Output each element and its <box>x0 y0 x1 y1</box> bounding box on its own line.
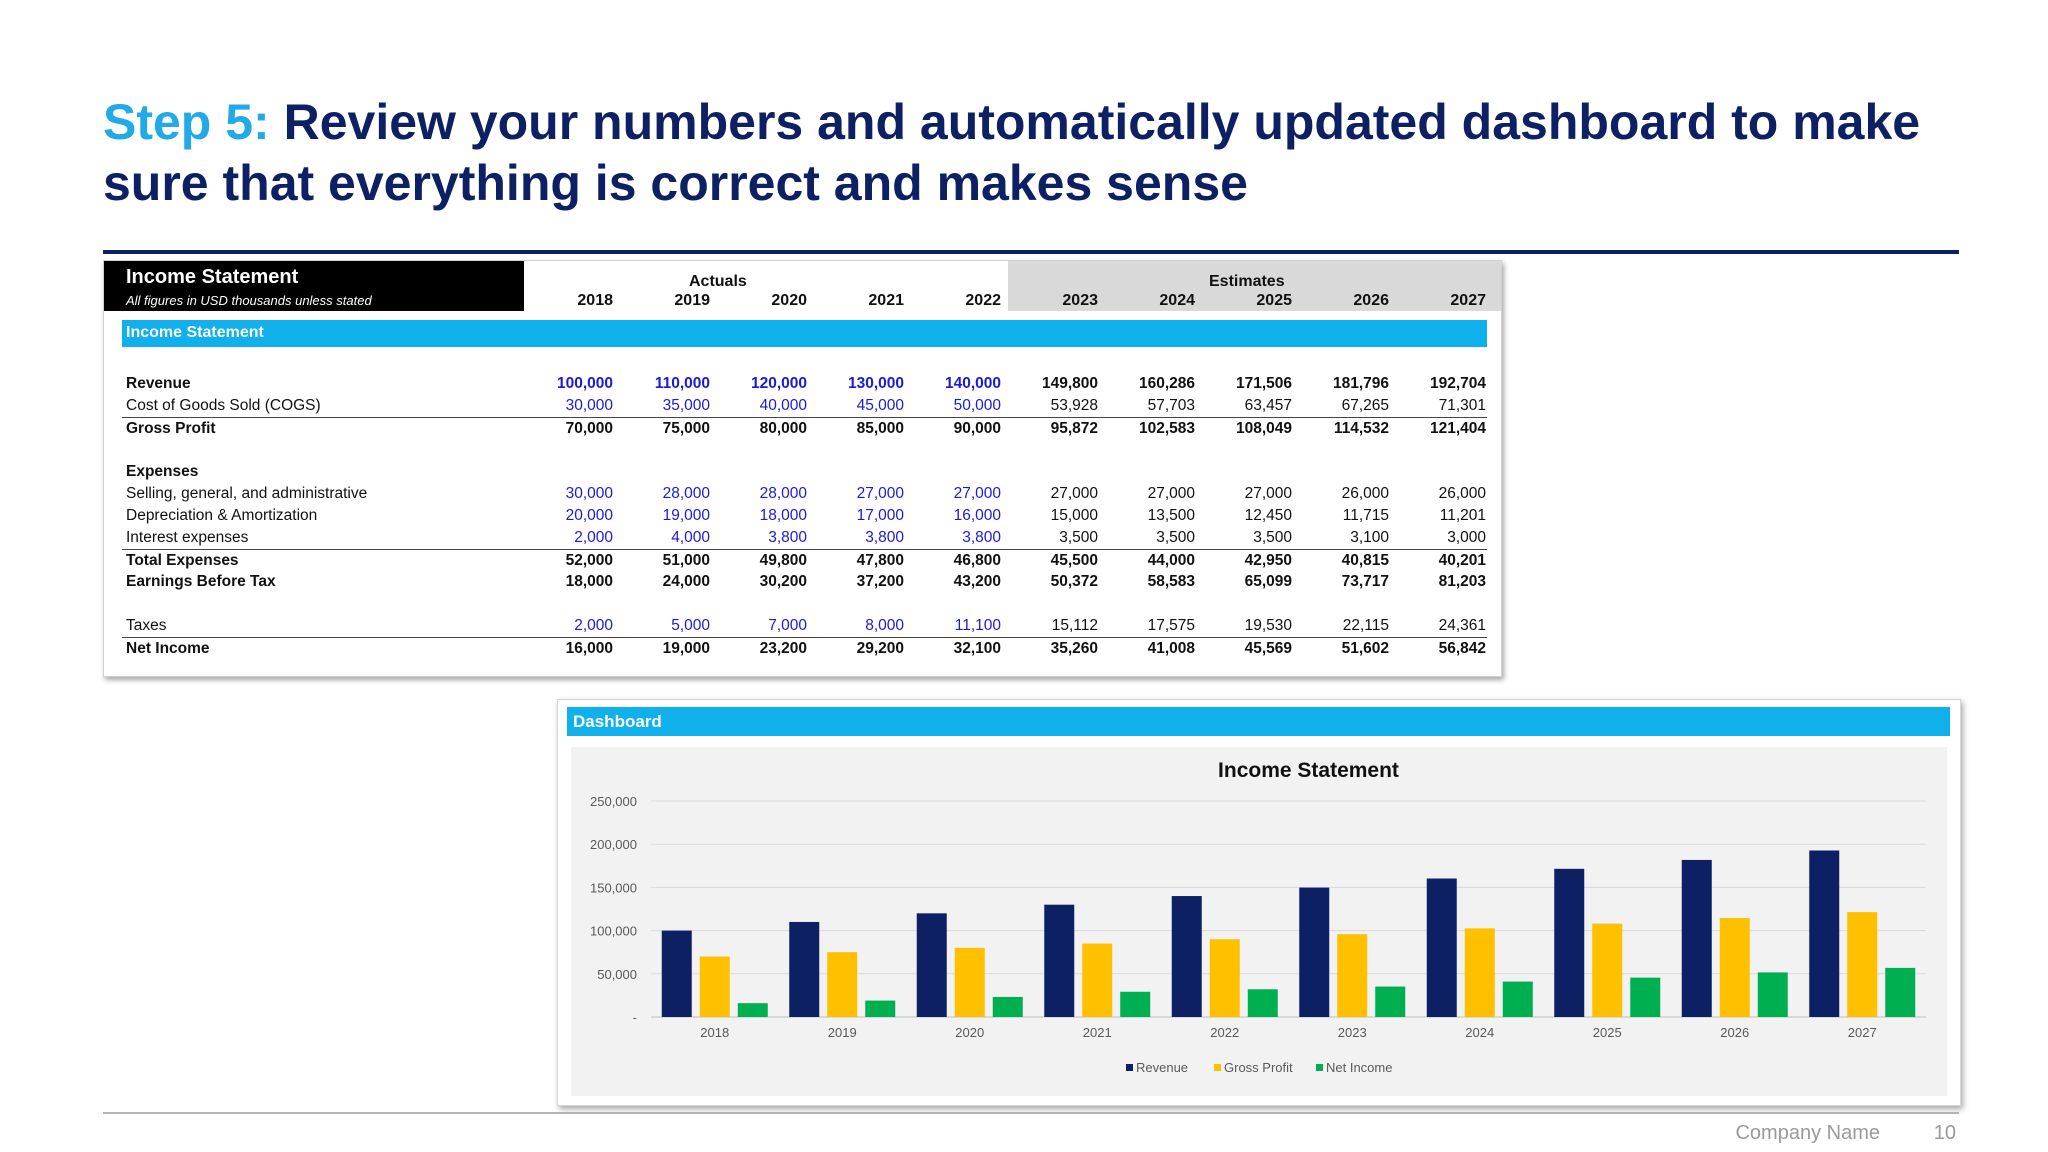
x-tick-label: 2026 <box>1720 1025 1750 1040</box>
bar-net-income <box>738 1003 768 1017</box>
table-cell: 90,000 <box>953 420 1001 437</box>
bar-net-income <box>1630 978 1660 1017</box>
table-cell: 27,000 <box>856 485 904 502</box>
table-cell: 35,000 <box>662 397 710 414</box>
table-cell: 2,000 <box>574 617 613 634</box>
table-cell: 12,450 <box>1244 507 1292 524</box>
y-tick-label: - <box>632 1010 637 1025</box>
table-cell: 171,506 <box>1235 375 1292 392</box>
legend-label: Gross Profit <box>1224 1060 1293 1075</box>
bar-gross-profit <box>1720 918 1750 1017</box>
title-text: Review your numbers and automatically updated dashboard to make sure that everything is correct and makes sense <box>103 94 1921 211</box>
table-cell: 35,260 <box>1050 640 1098 657</box>
table-cell: 30,000 <box>565 397 613 414</box>
table-cell: 5,000 <box>671 617 710 634</box>
table-cell: 114,532 <box>1333 420 1389 437</box>
table-cell: 16,000 <box>565 640 613 657</box>
step-label: Step 5: <box>103 94 270 150</box>
bar-revenue <box>789 922 819 1017</box>
table-cell: 7,000 <box>768 617 807 634</box>
year-header: 2019 <box>674 292 710 309</box>
x-tick-label: 2019 <box>827 1025 857 1040</box>
x-tick-label: 2020 <box>955 1025 985 1040</box>
table-cell: 102,583 <box>1138 420 1195 437</box>
income-statement-chart <box>571 747 1947 1096</box>
table-cell: 57,703 <box>1147 397 1195 414</box>
bar-gross-profit <box>700 957 730 1017</box>
title-divider <box>103 250 1959 254</box>
table-cell: 73,717 <box>1341 573 1389 590</box>
table-cell: 181,796 <box>1332 375 1389 392</box>
table-cell: 19,000 <box>662 507 710 524</box>
table-cell: 100,000 <box>556 375 613 392</box>
table-row <box>122 527 1487 549</box>
table-cell: 30,200 <box>759 573 807 590</box>
table-cell: 50,000 <box>953 397 1001 414</box>
year-header: 2027 <box>1450 292 1486 309</box>
table-cell: 15,000 <box>1050 507 1098 524</box>
table-cell: 2,000 <box>574 529 613 546</box>
bar-net-income <box>865 1001 895 1017</box>
table-cell: 28,000 <box>759 485 807 502</box>
table-cell: 3,500 <box>1059 529 1098 546</box>
dashboard-band <box>567 707 1950 736</box>
bar-net-income <box>1248 989 1278 1017</box>
table-cell: 121,404 <box>1429 420 1486 437</box>
table-cell: 44,000 <box>1147 552 1195 569</box>
table-cell: 51,000 <box>662 552 710 569</box>
row-label: Gross Profit <box>126 420 216 437</box>
table-cell: 17,575 <box>1147 617 1195 634</box>
year-header: 2023 <box>1062 292 1098 309</box>
row-label: Total Expenses <box>126 552 239 569</box>
bar-net-income <box>1758 972 1788 1017</box>
bar-revenue <box>1682 860 1712 1017</box>
table-cell: 130,000 <box>847 375 904 392</box>
table-cell: 3,500 <box>1156 529 1195 546</box>
table-cell: 58,583 <box>1147 573 1195 590</box>
estimates-label: Estimates <box>1209 273 1285 290</box>
bar-gross-profit <box>955 948 985 1017</box>
table-cell: 27,000 <box>1147 485 1195 502</box>
table-row <box>122 417 1487 440</box>
table-cell: 52,000 <box>565 552 613 569</box>
year-header: 2026 <box>1353 292 1389 309</box>
table-cell: 3,100 <box>1350 529 1389 546</box>
table-cell: 160,286 <box>1138 375 1195 392</box>
table-cell: 80,000 <box>759 420 807 437</box>
table-row <box>122 373 1487 395</box>
table-row <box>122 505 1487 527</box>
table-row <box>122 637 1487 660</box>
footer-divider <box>103 1112 1959 1114</box>
bar-net-income <box>1503 982 1533 1017</box>
table-cell: 18,000 <box>565 573 613 590</box>
table-cell: 192,704 <box>1429 375 1486 392</box>
section-band-label: Income Statement <box>126 324 264 341</box>
row-label: Taxes <box>126 617 167 634</box>
row-label: Depreciation & Amortization <box>126 507 318 524</box>
table-cell: 26,000 <box>1438 485 1486 502</box>
legend-label: Net Income <box>1326 1060 1393 1075</box>
bar-revenue <box>1427 879 1457 1017</box>
bar-revenue <box>662 931 692 1017</box>
table-cell: 11,201 <box>1439 507 1486 524</box>
table-cell: 47,800 <box>856 552 904 569</box>
x-tick-label: 2024 <box>1465 1025 1495 1040</box>
table-cell: 67,265 <box>1341 397 1389 414</box>
year-header: 2018 <box>577 292 613 309</box>
bar-net-income <box>1375 987 1405 1017</box>
table-cell: 95,872 <box>1050 420 1098 437</box>
table-row <box>122 615 1487 637</box>
table-cell: 27,000 <box>953 485 1001 502</box>
table-cell: 49,800 <box>759 552 807 569</box>
table-cell: 15,112 <box>1051 617 1098 634</box>
table-cell: 63,457 <box>1244 397 1292 414</box>
bar-gross-profit <box>1592 924 1622 1017</box>
table-cell: 30,000 <box>565 485 613 502</box>
legend-swatch <box>1126 1064 1133 1071</box>
bar-gross-profit <box>1847 912 1877 1017</box>
x-tick-label: 2021 <box>1082 1025 1112 1040</box>
page-number: 10 <box>1933 1122 1956 1144</box>
row-label: Revenue <box>126 375 191 392</box>
table-cell: 37,200 <box>856 573 904 590</box>
table-cell: 108,049 <box>1235 420 1292 437</box>
table-cell: 26,000 <box>1341 485 1389 502</box>
bar-gross-profit <box>1337 934 1367 1017</box>
bar-net-income <box>993 997 1023 1017</box>
actuals-label: Actuals <box>689 273 747 290</box>
table-cell: 24,000 <box>662 573 710 590</box>
table-cell: 18,000 <box>759 507 807 524</box>
table-cell: 20,000 <box>565 507 613 524</box>
row-label: Net Income <box>126 640 210 657</box>
table-cell: 40,000 <box>759 397 807 414</box>
table-row <box>122 461 1487 483</box>
year-header: 2021 <box>868 292 904 309</box>
table-cell: 17,000 <box>856 507 904 524</box>
income-statement-header <box>104 261 524 311</box>
table-cell: 149,800 <box>1041 375 1098 392</box>
income-statement-title: Income Statement <box>126 266 299 288</box>
table-cell: 22,115 <box>1342 617 1389 634</box>
row-label: Expenses <box>126 463 199 480</box>
table-cell: 75,000 <box>662 420 710 437</box>
bar-revenue <box>1044 905 1074 1017</box>
table-cell: 4,000 <box>671 529 710 546</box>
table-cell: 28,000 <box>662 485 710 502</box>
table-row <box>122 483 1487 505</box>
table-cell: 45,000 <box>856 397 904 414</box>
legend-swatch <box>1316 1064 1323 1071</box>
table-cell: 140,000 <box>944 375 1001 392</box>
table-cell: 27,000 <box>1244 485 1292 502</box>
table-row <box>122 395 1487 417</box>
y-tick-label: 50,000 <box>597 966 637 982</box>
table-cell: 51,602 <box>1341 640 1389 657</box>
y-tick-label: 200,000 <box>590 837 637 853</box>
table-cell: 40,201 <box>1438 552 1486 569</box>
bar-net-income <box>1885 968 1915 1017</box>
table-cell: 32,100 <box>953 640 1001 657</box>
table-cell: 23,200 <box>759 640 807 657</box>
bar-gross-profit <box>1210 939 1240 1017</box>
table-cell: 85,000 <box>856 420 904 437</box>
table-cell: 81,203 <box>1438 573 1486 590</box>
table-cell: 40,815 <box>1341 552 1389 569</box>
bar-gross-profit <box>1465 928 1495 1017</box>
year-header: 2020 <box>771 292 807 309</box>
table-cell: 50,372 <box>1050 573 1098 590</box>
table-cell: 19,530 <box>1244 617 1292 634</box>
table-cell: 11,715 <box>1342 507 1389 524</box>
bar-gross-profit <box>1082 944 1112 1017</box>
year-header: 2025 <box>1256 292 1292 309</box>
legend-swatch <box>1214 1064 1221 1071</box>
table-cell: 3,800 <box>768 529 807 546</box>
table-cell: 110,000 <box>654 375 710 392</box>
chart-title: Income Statement <box>1218 759 1399 782</box>
page-title <box>103 92 2003 214</box>
y-tick-label: 100,000 <box>590 923 637 939</box>
x-tick-label: 2018 <box>700 1025 730 1040</box>
dashboard-panel <box>557 699 1961 1106</box>
table-cell: 24,361 <box>1438 617 1486 634</box>
table-row <box>122 549 1487 572</box>
table-cell: 56,842 <box>1438 640 1486 657</box>
table-cell: 45,569 <box>1244 640 1292 657</box>
table-cell: 120,000 <box>750 375 807 392</box>
bar-revenue <box>1554 869 1584 1017</box>
table-cell: 53,928 <box>1050 397 1098 414</box>
table-cell: 45,500 <box>1050 552 1098 569</box>
row-label: Cost of Goods Sold (COGS) <box>126 397 321 414</box>
table-cell: 11,100 <box>954 617 1001 634</box>
bar-revenue <box>1172 896 1202 1017</box>
income-statement-section-band <box>122 320 1487 347</box>
income-statement-subtitle: All figures in USD thousands unless stated <box>126 293 372 308</box>
table-cell: 46,800 <box>953 552 1001 569</box>
table-cell: 8,000 <box>865 617 904 634</box>
table-cell: 43,200 <box>953 573 1001 590</box>
bar-gross-profit <box>827 952 857 1017</box>
year-header: 2024 <box>1159 292 1195 309</box>
y-tick-label: 150,000 <box>590 880 637 896</box>
table-cell: 13,500 <box>1147 507 1195 524</box>
bar-revenue <box>1809 851 1839 1017</box>
x-tick-label: 2027 <box>1847 1025 1877 1040</box>
row-label: Selling, general, and administrative <box>126 485 368 502</box>
income-statement-table <box>103 260 1502 677</box>
table-cell: 3,800 <box>865 529 904 546</box>
row-label: Interest expenses <box>126 529 249 546</box>
table-cell: 3,800 <box>962 529 1001 546</box>
table-cell: 71,301 <box>1438 397 1486 414</box>
footer-company-name: Company Name <box>1735 1122 1880 1144</box>
table-cell: 42,950 <box>1244 552 1292 569</box>
table-cell: 3,000 <box>1447 529 1486 546</box>
income-statement-chart-area <box>571 747 1947 1096</box>
bar-revenue <box>1299 888 1329 1017</box>
table-cell: 3,500 <box>1253 529 1292 546</box>
bar-revenue <box>917 913 947 1017</box>
y-tick-label: 250,000 <box>590 794 637 809</box>
x-tick-label: 2023 <box>1337 1025 1367 1040</box>
legend-label: Revenue <box>1136 1060 1189 1075</box>
dashboard-band-label: Dashboard <box>573 712 662 731</box>
bar-net-income <box>1120 992 1150 1017</box>
table-cell: 19,000 <box>662 640 710 657</box>
table-row <box>122 571 1487 593</box>
year-header: 2022 <box>965 292 1001 309</box>
x-tick-label: 2025 <box>1592 1025 1622 1040</box>
table-cell: 16,000 <box>953 507 1001 524</box>
x-tick-label: 2022 <box>1210 1025 1240 1040</box>
table-cell: 27,000 <box>1050 485 1098 502</box>
row-label: Earnings Before Tax <box>126 573 276 590</box>
table-cell: 65,099 <box>1244 573 1292 590</box>
table-cell: 29,200 <box>856 640 904 657</box>
table-cell: 41,008 <box>1147 640 1195 657</box>
table-cell: 70,000 <box>565 420 613 437</box>
